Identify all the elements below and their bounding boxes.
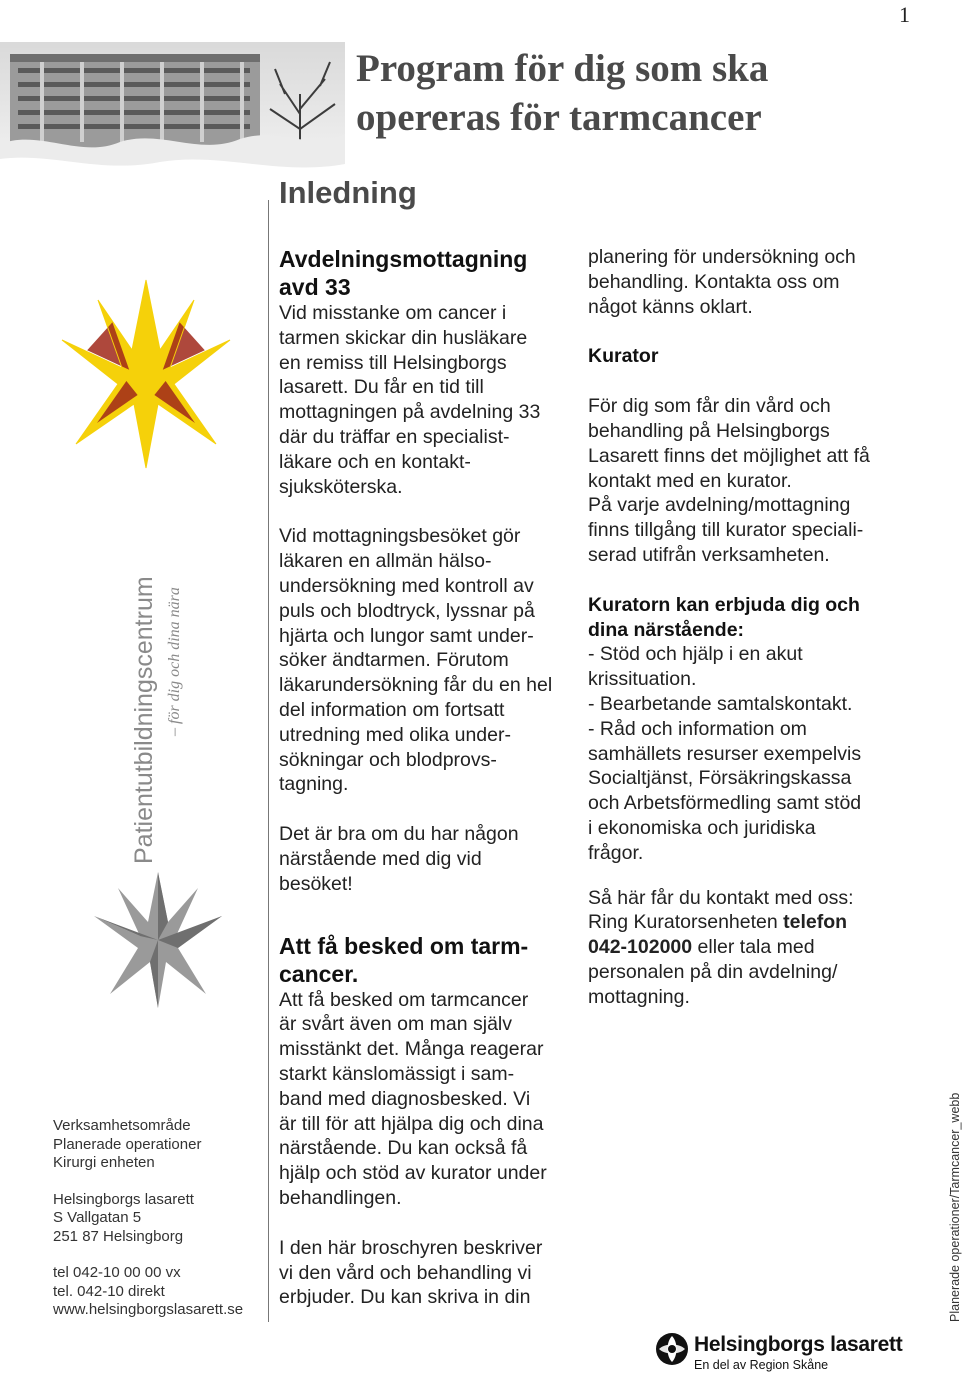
document-title [356,44,916,142]
hospital-building-photo [0,34,345,184]
website-link[interactable]: www.helsingborgslasarett.se [53,1301,244,1318]
text-column-2 [588,245,918,1010]
paragraph: Det är bra om du har någon närstående med dig vid besöket! [279,823,519,895]
paragraph: planering för undersökning och behandling. Kontakta oss om något känns oklart. [588,246,856,318]
column-divider [268,200,269,1322]
title-line-2: opereras för tarmcancer [356,96,762,139]
phone-label: telefon [783,911,848,934]
support-list [588,642,918,865]
paragraph: Vid misstanke om cancer i tarmen skickar din husläkare en remiss till Helsingborgs lasarett. Du får en tid till mottagningen på avdelning 33 där du träffar en specialist- läkare och en kontakt- sjuksköterska. [279,302,541,498]
contact-block [53,1117,263,1320]
brand-name-vertical: Patientutbildningscentrum [130,576,158,864]
logo-name: Helsingborgs lasarett [694,1333,903,1356]
contact-line: tel. 042-10 direkt [53,1282,165,1300]
section-title: Inledning [279,175,417,210]
text-column-1 [279,245,569,1310]
logo-subtitle: En del av Region Skåne [694,1358,829,1372]
heading-besked: Att få besked om tarm- cancer. [279,932,529,987]
heading-kuratorn-erbjuder: Kuratorn kan erbjuda dig och dina närstående: [588,593,860,641]
paragraph: I den här broschyren beskriver vi den vård och behandling vi erbjuder. Du kan skriva in din [279,1236,543,1309]
page-number: 1 [899,2,910,27]
document-code-vertical: Planerade operationer/Tarmcancer_webb [948,1092,962,1322]
list-item: - Stöd och hjälp i en akut krissituation. [588,643,803,691]
contact-line: tel 042-10 00 00 vx [53,1264,181,1281]
contact-line: Planerade operationer [53,1135,202,1153]
contact-line-2: Ring Kuratorsenheten [588,911,784,934]
contact-line: 251 87 Helsingborg [53,1227,184,1245]
contact-line-1: Så här får du kontakt med oss: [588,886,854,909]
region-skane-logo-icon [655,1332,689,1366]
paragraph: För dig som får din vård och behandling på Helsingborgs Lasarett finns det möjlighet att få kontakt med en kurator. På varje avdelning/mottagning finns tillgång till kurator speciali- serad utifrån verksamheten. [588,395,870,566]
contact-line: S Vallgatan 5 [53,1209,142,1226]
contact-rest: eller tala med personalen på din avdelning/ mottagning. [588,936,838,1008]
brand-tagline-vertical: – för dig och dina nära [166,587,183,736]
gray-star-icon [92,870,224,1010]
title-line-1: Program för dig som ska [356,47,769,90]
heading-avdelningsmottagning: Avdelningsmottagning avd 33 [279,246,528,300]
paragraph: Att få besked om tarmcancer är svårt även om man själv misstänkt det. Många reagerar starkt känslomässigt i sam- band med diagnosbesked. Vi är till för att hjälpa dig och dina närstående. Du kan också få hjälp och stöd av kurator under behandlingen. [279,988,547,1209]
list-item: - Råd och information om samhällets resurser exempelvis Socialtjänst, Försäkringskassa och Arbetsförmedling samt stöd i ekonomiska och juridiska frågor. [588,717,862,864]
contact-line: Helsingborgs lasarett [53,1190,194,1208]
paragraph: Vid mottagningsbesöket gör läkaren en allmän hälso- undersökning med kontroll av puls och blodtryck, lyssnar på hjärta och lungor samt under- söker ändtarmen. Förutom läkarundersökning får du en hel del information om fortsatt utredning med olika under- sökningar och blodprovs- tagning. [279,525,553,796]
yellow-star-icon [60,278,232,470]
contact-line: Kirurgi enheten [53,1154,155,1171]
phone-number: 042-102000 [588,936,693,959]
contact-line: Verksamhetsområde [53,1117,191,1134]
list-item: - Bearbetande samtalskontakt. [588,692,853,715]
contact-instructions [588,886,918,1010]
heading-kurator: Kurator [588,345,659,368]
